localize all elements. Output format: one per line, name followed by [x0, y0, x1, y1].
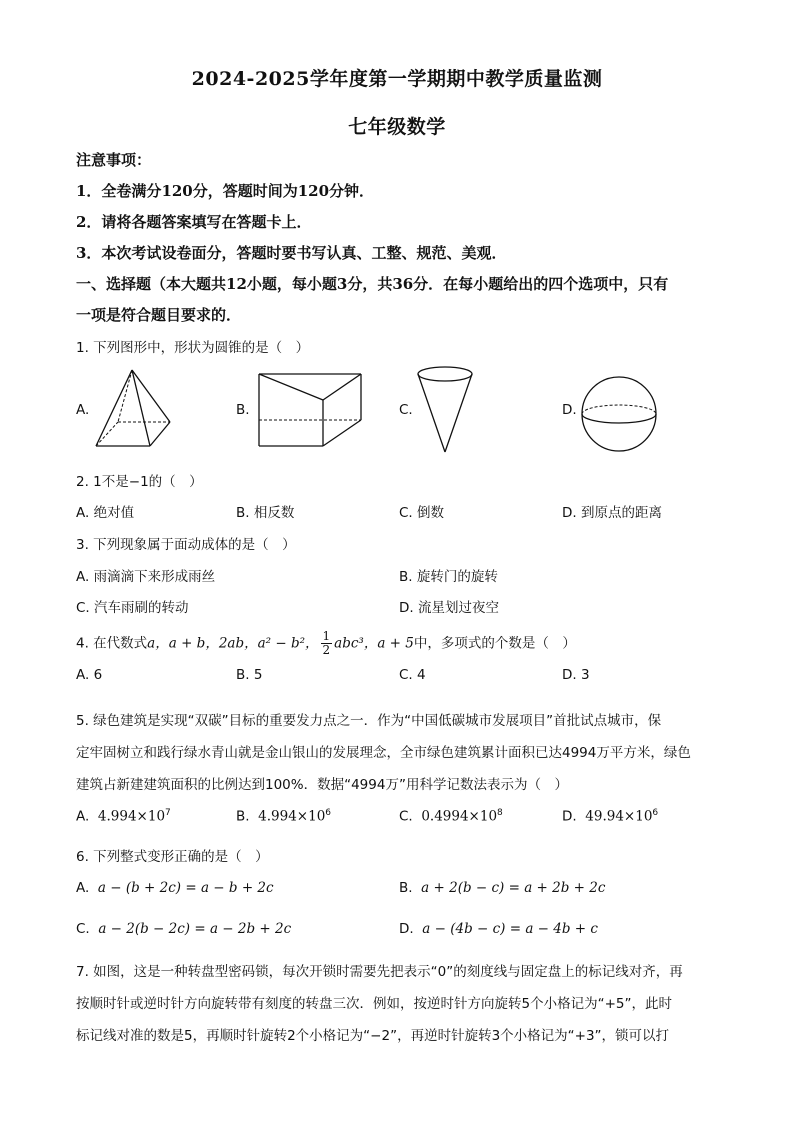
question-7-line: 标记线对准的数是5，再顺时针旋转2个小格记为“−2”，再逆时针旋转3个小格记为“+3”，锁可以打	[76, 1028, 670, 1044]
exam-subtitle: 七年级数学	[348, 116, 446, 138]
q3-option-d: D. 流星划过夜空	[399, 600, 499, 616]
q1-option-c-label: C.	[399, 402, 413, 418]
section-heading: 一、选择题（本大题共12小题，每小题3分，共36分．在每小题给出的四个选项中，只有	[76, 275, 669, 293]
q4-option-c: C. 4	[399, 667, 426, 683]
triangular-prism-icon	[255, 370, 365, 452]
fraction-one-half: $\frac{1}{2}$	[322, 629, 331, 657]
q4-stem-prefix: 4. 在代数式	[76, 635, 148, 652]
note-item: 2．请将各题答案填写在答题卡上．	[76, 213, 312, 231]
q6-option-d: D. a − (4b − c) = a − 4b + c	[399, 921, 598, 937]
q2-option-b: B. 相反数	[236, 505, 295, 521]
q5-option-a: A. $4.994\times 10^7$	[76, 808, 171, 825]
note-item: 1．全卷满分120分，答题时间为120分钟．	[76, 182, 375, 200]
q4-option-d: D. 3	[562, 667, 590, 683]
question-5-line: 建筑占新建建筑面积的比例达到100%．数据“4994万”用科学记数法表示为（ ）	[76, 777, 568, 793]
question-6-stem: 6. 下列整式变形正确的是（ ）	[76, 849, 269, 865]
q2-option-d: D. 到原点的距离	[562, 505, 662, 521]
q4-expr: ，a + b	[155, 635, 206, 652]
pyramid-icon	[92, 366, 174, 452]
q5-option-b: B. $4.994\times 10^6$	[236, 808, 332, 825]
q4-option-a: A. 6	[76, 667, 103, 683]
q3-option-c: C. 汽车雨刷的转动	[76, 600, 189, 616]
cone-icon	[414, 364, 476, 456]
q4-expr: ，a² − b²	[244, 635, 306, 652]
q4-expr: ，2ab	[205, 635, 245, 652]
q6-option-c: C. a − 2(b − 2c) = a − 2b + 2c	[76, 921, 292, 937]
q6-option-a: A. a − (b + 2c) = a − b + 2c	[76, 880, 274, 896]
q1-option-b-label: B.	[236, 402, 250, 418]
question-5-line: 定牢固树立和践行绿水青山就是金山银山的发展理念，全市绿色建筑累计面积已达4994万平方米，绿色	[76, 745, 691, 761]
q4-stem-suffix: 中，多项式的个数是（ ）	[413, 635, 576, 652]
section-heading-cont: 一项是符合题目要求的．	[76, 306, 242, 324]
q4-expr: ，	[305, 635, 319, 652]
q1-option-d-label: D.	[562, 402, 577, 418]
q1-option-a-label: A.	[76, 402, 90, 418]
question-5-line: 5. 绿色建筑是实现“双碳”目标的重要发力点之一．作为“中国低碳城市发展项目”首批试点城市，保	[76, 713, 662, 729]
sphere-icon	[578, 373, 660, 455]
exam-title: 2024-2025学年度第一学期期中教学质量监测	[191, 68, 603, 90]
question-4-stem	[76, 630, 721, 657]
q2-option-a: A. 绝对值	[76, 505, 135, 521]
q3-option-a: A. 雨滴滴下来形成雨丝	[76, 569, 216, 585]
question-7-line: 7. 如图，这是一种转盘型密码锁，每次开锁时需要先把表示“0”的刻度线与固定盘上的标记线对齐，再	[76, 964, 683, 980]
q4-option-b: B. 5	[236, 667, 263, 683]
q5-option-c: C. $0.4994\times 10^8$	[399, 808, 503, 825]
question-2-stem: 2. 1不是−1的（ ）	[76, 474, 203, 490]
question-7-line: 按顺时针或逆时针方向旋转带有刻度的转盘三次．例如，按逆时针方向旋转5个小格记为“+5”，此时	[76, 996, 672, 1012]
q5-option-d: D. $49.94\times 10^6$	[562, 808, 659, 825]
note-item: 3．本次考试设卷面分，答题时要书写认真、工整、规范、美观．	[76, 244, 507, 262]
notes-heading: 注意事项：	[76, 151, 152, 169]
q2-option-c: C. 倒数	[399, 505, 445, 521]
q4-expr: a	[147, 635, 156, 652]
q4-expr-after-frac: abc³，a + 5	[334, 635, 414, 652]
q3-option-b: B. 旋转门的旋转	[399, 569, 498, 585]
question-3-stem: 3. 下列现象属于面动成体的是（ ）	[76, 537, 296, 553]
q6-option-b: B. a + 2(b − c) = a + 2b + 2c	[399, 880, 606, 896]
question-1-stem: 1. 下列图形中，形状为圆锥的是（ ）	[76, 340, 310, 356]
